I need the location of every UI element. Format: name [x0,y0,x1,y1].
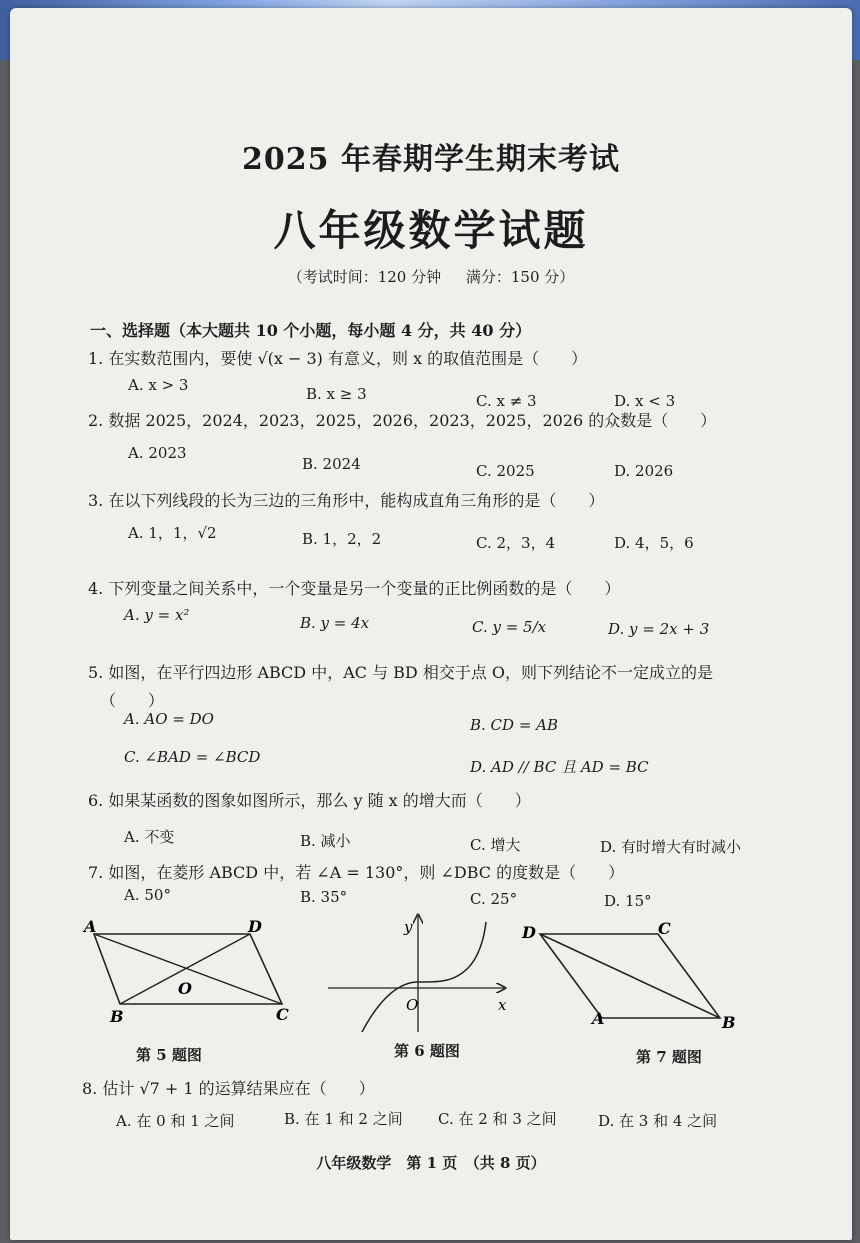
diagonal-db [540,934,720,1018]
section-heading: 一、选择题（本大题共 10 个小题，每小题 4 分，共 40 分） [90,321,532,340]
question-6-option-a[interactable]: A. 不变 [124,828,175,846]
question-3-option-c[interactable]: C. 2，3，4 [476,534,556,552]
fig7-label-d: D [522,923,536,942]
question-6-stem: 6. 如果某函数的图象如图所示，那么 y 随 x 的增大而（ ） [88,791,531,810]
question-5-option-b[interactable]: B. CD = AB [470,716,559,734]
question-6-option-d[interactable]: D. 有时增大有时减小 [600,838,742,856]
figure-7-rhombus [518,914,748,1032]
question-1-option-a[interactable]: A. x > 3 [128,376,189,394]
question-4-option-d[interactable]: D. y = 2x + 3 [608,620,710,638]
question-4-option-a[interactable]: A. y = x² [124,606,190,624]
question-8-option-b[interactable]: B. 在 1 和 2 之间 [284,1110,403,1128]
exam-info [10,266,852,287]
question-5-option-c[interactable]: C. ∠BAD = ∠BCD [124,748,261,766]
question-7-option-b[interactable]: B. 35° [300,888,348,906]
question-5-blank: （ ） [100,691,165,710]
question-7-option-d[interactable]: D. 15° [604,892,652,910]
figure-6-caption: 第 6 题图 [394,1042,460,1060]
question-2-option-d[interactable]: D. 2026 [614,462,674,480]
fig6-label-y: y [404,918,413,936]
exam-score: 满分：150 分） [465,268,575,286]
figure-6-graph [322,910,512,1038]
question-5-option-d[interactable]: D. AD // BC 且 AD = BC [470,758,649,776]
fig6-label-o: O [406,996,419,1014]
question-7-stem: 7. 如图，在菱形 ABCD 中，若 ∠A = 130°，则 ∠DBC 的度数是（ ） [88,863,625,882]
question-2-option-a[interactable]: A. 2023 [128,444,187,462]
question-3-option-a[interactable]: A. 1，1，√2 [128,524,217,542]
question-3-option-b[interactable]: B. 1，2，2 [302,530,382,548]
question-3-option-d[interactable]: D. 4，5，6 [614,534,694,552]
page-footer: 八年级数学 第 1 页 （共 8 页） [316,1154,546,1172]
question-5-stem: 5. 如图，在平行四边形 ABCD 中，AC 与 BD 相交于点 O，则下列结论不一定成立的是 [88,663,714,682]
subject-title: 八年级数学试题 [273,206,589,255]
figure-7-caption: 第 7 题图 [636,1048,702,1066]
fig7-label-a: A [592,1009,605,1028]
question-7-option-c[interactable]: C. 25° [470,890,518,908]
question-3-stem: 3. 在以下列线段的长为三边的三角形中，能构成直角三角形的是（ ） [88,491,605,510]
fig5-label-o: O [178,979,192,998]
exam-time: （考试时间：120 分钟 [287,268,442,286]
function-curve [362,922,486,1032]
question-6-option-b[interactable]: B. 减小 [300,832,351,850]
question-2-stem: 2. 数据 2025，2024，2023，2025，2026，2023，2025，2026 的众数是（ ） [88,411,717,430]
figure-5-caption: 第 5 题图 [136,1046,202,1064]
exam-title: 2025 年春期学生期末考试 [242,142,620,177]
question-5-option-a[interactable]: A. AO = DO [124,710,214,728]
fig5-label-b: B [110,1007,124,1026]
fig5-label-a: A [84,918,97,936]
question-1-option-c[interactable]: C. x ≠ 3 [476,392,537,410]
question-4-stem: 4. 下列变量之间关系中，一个变量是另一个变量的正比例函数的是（ ） [88,579,621,598]
question-4-option-b[interactable]: B. y = 4x [300,614,370,632]
exam-page [10,8,852,1240]
fig5-label-d: D [248,918,262,936]
question-2-option-b[interactable]: B. 2024 [302,455,361,473]
question-8-option-d[interactable]: D. 在 3 和 4 之间 [598,1112,718,1130]
fig6-label-x: x [498,996,507,1014]
question-1-option-b[interactable]: B. x ≥ 3 [306,385,367,403]
question-2-option-c[interactable]: C. 2025 [476,462,535,480]
question-8-option-c[interactable]: C. 在 2 和 3 之间 [438,1110,557,1128]
question-1-stem: 1. 在实数范围内，要使 √(x − 3) 有意义，则 x 的取值范围是（ ） [88,349,588,368]
question-7-option-a[interactable]: A. 50° [124,886,171,904]
question-6-option-c[interactable]: C. 增大 [470,836,521,854]
fig7-label-b: B [722,1013,736,1032]
question-1-option-d[interactable]: D. x < 3 [614,392,676,410]
fig7-label-c: C [658,919,671,938]
question-8-stem: 8. 估计 √7 + 1 的运算结果应在（ ） [82,1079,375,1098]
fig5-label-c: C [276,1005,289,1024]
figure-5-parallelogram [80,918,300,1028]
question-4-option-c[interactable]: C. y = 5/x [472,618,547,636]
question-8-option-a[interactable]: A. 在 0 和 1 之间 [116,1112,235,1130]
